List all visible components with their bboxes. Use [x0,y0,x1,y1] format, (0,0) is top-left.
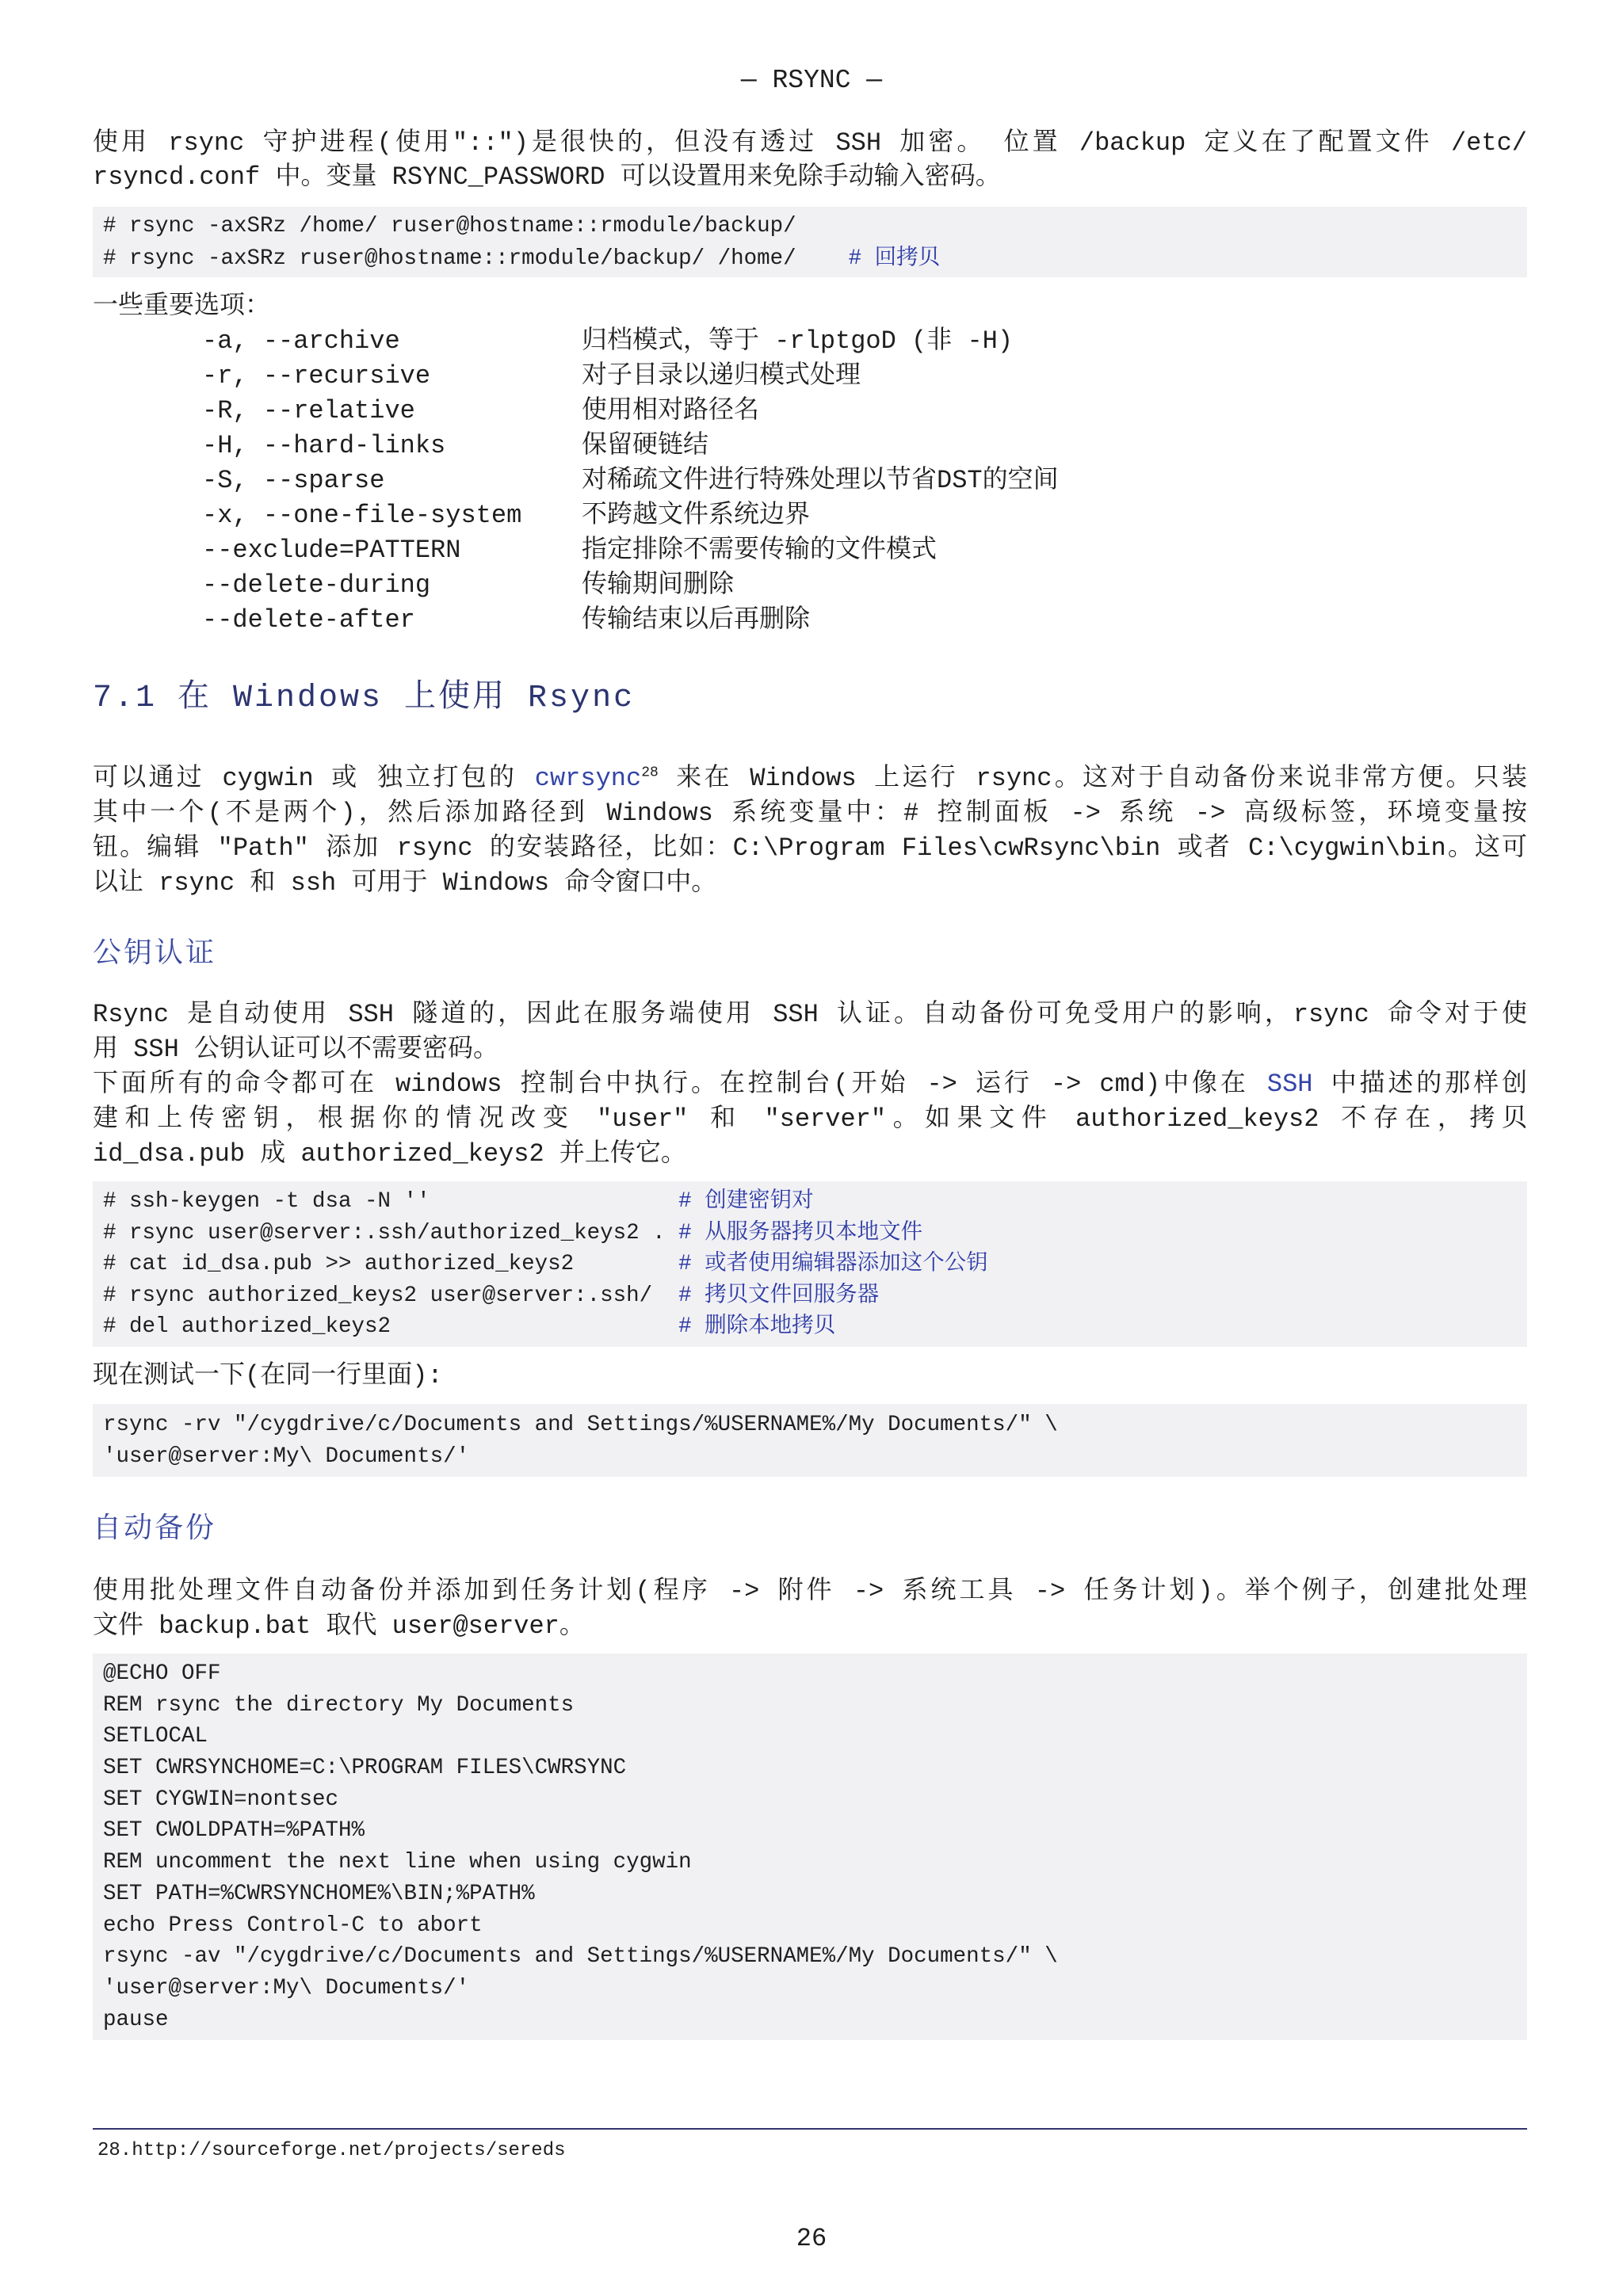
code-block [93,207,1527,277]
code-text: # ssh-keygen -t dsa -N '' [103,1189,430,1214]
code-line: @ECHO OFF [103,1661,221,1686]
option-row [93,463,1527,498]
option-flag: -H, --hard-links [202,431,446,460]
footnote-url: http://sourceforge.net/projects/sereds [132,2140,566,2161]
cwrsync-link[interactable]: cwrsync [534,764,642,793]
paragraph-line [93,761,1527,796]
option-description: 使用相对路径名 [582,396,760,425]
code-line: echo Press Control-C to abort [103,1913,483,1938]
paragraph-line: 以让 rsync 和 ssh 可用于 Windows 命令窗口中。 [93,868,717,898]
code-text: # rsync -axSRz /home/ ruser@hostname::rmodule/backup/ [103,214,796,238]
option-row [93,324,1527,359]
running-header: — RSYNC — [740,66,883,95]
option-row [93,394,1527,429]
test-label: 现在测试一下(在同一行里面): [93,1361,443,1390]
code-text: # cat id_dsa.pub >> authorized_keys2 [103,1252,575,1276]
code-line [103,1186,1517,1218]
paragraph-line [93,1067,1527,1102]
code-line [103,1218,1517,1249]
footnote [97,2139,566,2163]
text-run: 下面所有的命令都可在 windows 控制台中执行。在控制台(开始 -> 运行 -> cmd)中像在 [93,1070,1267,1099]
code-line: rsync -av "/cygdrive/c/Documents and Settings/%USERNAME%/My Documents/" \ [103,1944,1058,1970]
option-row [93,603,1527,638]
option-row [93,429,1527,463]
option-flag: -r, --recursive [202,361,431,391]
option-row [93,498,1527,533]
intro-paragraph [93,126,1527,194]
section-number: 7.1 [93,681,158,716]
pubkey-paragraphs [93,997,1527,1172]
option-description: 指定排除不需要传输的文件模式 [582,536,938,565]
paragraph-line: Rsync 是自动使用 SSH 隧道的，因此在服务端使用 SSH 认证。自动备份可免受用户的影响，rsync 命令对于使 [93,1000,1527,1029]
code-line: SET CYGWIN=nontsec [103,1787,339,1812]
code-comment: # 创建密钥对 [678,1189,814,1214]
paragraph-line: 建和上传密钥，根据你的情况改变 "user" 和 "server"。如果文件 authorized_keys2 不存在，拷贝 [93,1104,1527,1134]
footnote-number: 28. [97,2140,132,2161]
option-row [93,533,1527,568]
option-description: 保留硬链结 [582,431,709,460]
code-comment: # 从服务器拷贝本地文件 [678,1220,923,1245]
option-flag: -a, --archive [202,326,400,356]
option-description: 对子目录以递归模式处理 [582,361,861,391]
paragraph-line: 使用 rsync 守护进程(使用"::")是很快的，但没有透过 SSH 加密。 位置 /backup 定义在了配置文件 /etc/ [93,128,1527,158]
paragraph-line: 用 SSH 公钥认证可以不需要密码。 [93,1035,499,1064]
paragraph-line: 文件 backup.bat 取代 user@server。 [93,1611,585,1641]
section-heading [93,679,635,719]
option-row [93,359,1527,394]
code-line [103,1311,1517,1343]
option-flag: -x, --one-file-system [202,501,522,530]
paragraph-line: 使用批处理文件自动备份并添加到任务计划(程序 -> 附件 -> 系统工具 -> 任务计划)。举个例子，创建批处理 [93,1577,1527,1606]
code-text: # rsync user@server:.ssh/authorized_keys2 . [103,1220,666,1245]
option-description: 归档模式，等于 -rlptgoD (非 -H) [582,326,1014,356]
code-text: # del authorized_keys2 [103,1314,391,1339]
code-comment: # 回拷贝 [848,246,941,271]
text-run: 可以通过 cygwin 或 独立打包的 [93,764,535,793]
text-run: 中描述的那样创 [1312,1070,1527,1099]
code-line [103,242,1517,275]
option-flag: -R, --relative [202,396,415,425]
code-line: REM rsync the directory My Documents [103,1692,575,1718]
paragraph-line: 钮。编辑 "Path" 添加 rsync 的安装路径，比如：C:\Program Files\cwRsync\bin 或者 C:\cygwin\bin。这可 [93,833,1527,863]
code-comment: # 拷贝文件回服务器 [678,1283,880,1308]
autobackup-paragraph [93,1574,1527,1644]
code-line: SETLOCAL [103,1724,208,1749]
option-description: 对稀疏文件进行特殊处理以节省DST的空间 [582,466,1059,495]
options-label: 一些重要选项： [93,292,271,321]
section-title: 在 Windows 上使用 Rsync [178,681,636,716]
code-comment: # 删除本地拷贝 [678,1314,836,1339]
options-list [93,289,1527,638]
code-block [93,1653,1527,2040]
paragraph-line: 其中一个(不是两个)，然后添加路径到 Windows 系统变量中：# 控制面板 -> 系统 -> 高级标签，环境变量按 [93,799,1527,828]
code-line: rsync -rv "/cygdrive/c/Documents and Settings/%USERNAME%/My Documents/" \ [103,1413,1058,1437]
option-flag: --delete-during [202,570,431,600]
code-line: REM uncomment the next line when using cygwin [103,1850,692,1875]
code-line: 'user@server:My\ Documents/' [103,1444,470,1469]
code-comment: # 或者使用编辑器添加这个公钥 [678,1252,988,1276]
text-run: 来在 Windows 上运行 rsync。这对于自动备份来说非常方便。只装 [658,764,1527,793]
code-line: SET CWOLDPATH=%PATH% [103,1818,365,1844]
option-flag: -S, --sparse [202,466,385,495]
subheading-autobackup: 自动备份 [93,1513,217,1546]
option-flag: --exclude=PATTERN [202,536,461,565]
paragraph-line: id_dsa.pub 成 authorized_keys2 并上传它。 [93,1139,686,1169]
code-text: # rsync authorized_keys2 user@server:.ssh/ [103,1283,653,1308]
code-line [103,1280,1517,1312]
code-line: pause [103,2007,169,2032]
code-text: # rsync -axSRz ruser@hostname::rmodule/backup/ /home/ [103,246,796,271]
code-block [93,1181,1527,1347]
windows-paragraph [93,761,1527,901]
footnote-reference[interactable]: 28 [641,765,659,781]
code-line: SET PATH=%CWRSYNCHOME%\BIN;%PATH% [103,1881,535,1906]
page-number: 26 [796,2224,827,2253]
code-line: 'user@server:My\ Documents/' [103,1975,470,2000]
option-description: 不跨越文件系统边界 [582,501,811,530]
code-line: SET CWRSYNCHOME=C:\PROGRAM FILES\CWRSYNC [103,1756,627,1781]
option-description: 传输结束以后再删除 [582,605,811,635]
code-line [103,210,1517,242]
code-line [103,1249,1517,1280]
footnote-divider [93,2128,1527,2130]
paragraph-line: rsyncd.conf 中。变量 RSYNC_PASSWORD 可以设置用来免除手动输入密码。 [93,162,1001,192]
option-description: 传输期间删除 [582,570,735,600]
option-flag: --delete-after [202,605,415,635]
option-row [93,568,1527,603]
subheading-pubkey: 公钥认证 [93,938,217,971]
code-block [93,1404,1527,1477]
ssh-link[interactable]: SSH [1266,1070,1313,1099]
